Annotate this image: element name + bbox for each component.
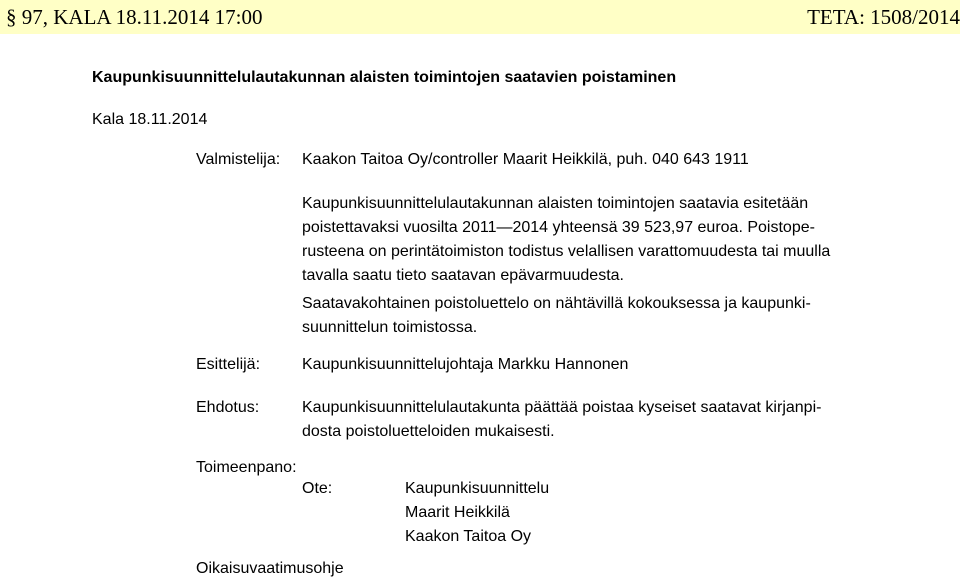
extract-label: Ote:	[302, 480, 333, 497]
text-line: rusteena on perintätoimiston todistus velallisen varattomuudesta tai muulla	[302, 243, 831, 260]
case-number: TETA: 1508/2014	[807, 5, 960, 29]
document-header	[0, 0, 960, 34]
text-line: suunnittelun toimistossa.	[302, 319, 478, 336]
body-paragraph-2	[302, 292, 811, 340]
preparer-value: Kaakon Taitoa Oy/controller Maarit Heikkilä, puh. 040 643 1911	[302, 151, 749, 168]
appeal-instructions: Oikaisuvaatimusohje	[196, 560, 344, 577]
page-title: Kaupunkisuunnittelulautakunnan alaisten toimintojen saatavien poistaminen	[92, 69, 677, 86]
text-line: poistettavaksi vuosilta 2011—2014 yhteensä 39 523,97 euroa. Poistope-	[302, 219, 815, 236]
meeting-date: Kala 18.11.2014	[92, 111, 208, 128]
proposal-label: Ehdotus:	[196, 399, 260, 416]
proposal-text	[302, 396, 821, 444]
recipient: Kaakon Taitoa Oy	[405, 528, 532, 545]
recipient: Maarit Heikkilä	[405, 504, 510, 521]
recipient: Kaupunkisuunnittelu	[405, 480, 550, 497]
text-line: Kaupunkisuunnittelulautakunta päättää poistaa kyseiset saatavat kirjanpi-	[302, 399, 822, 416]
text-line: tavalla saatu tieto saatavan epävarmuudesta.	[302, 267, 624, 284]
recipient-list	[405, 477, 549, 549]
text-line: dosta poistoluetteloiden mukaisesti.	[302, 423, 555, 440]
presenter-label: Esittelijä:	[196, 356, 261, 373]
preparer-label: Valmistelija:	[196, 151, 281, 168]
text-line: Kaupunkisuunnittelulautakunnan alaisten toimintojen saatavia esitetään	[302, 195, 809, 212]
body-paragraph-1	[302, 192, 830, 288]
section-reference: § 97, KALA 18.11.2014 17:00	[6, 5, 263, 29]
implementation-label: Toimeenpano:	[196, 459, 297, 476]
presenter-value: Kaupunkisuunnittelujohtaja Markku Hannonen	[302, 356, 629, 373]
text-line: Saatavakohtainen poistoluettelo on nähtävillä kokouksessa ja kaupunki-	[302, 295, 811, 312]
